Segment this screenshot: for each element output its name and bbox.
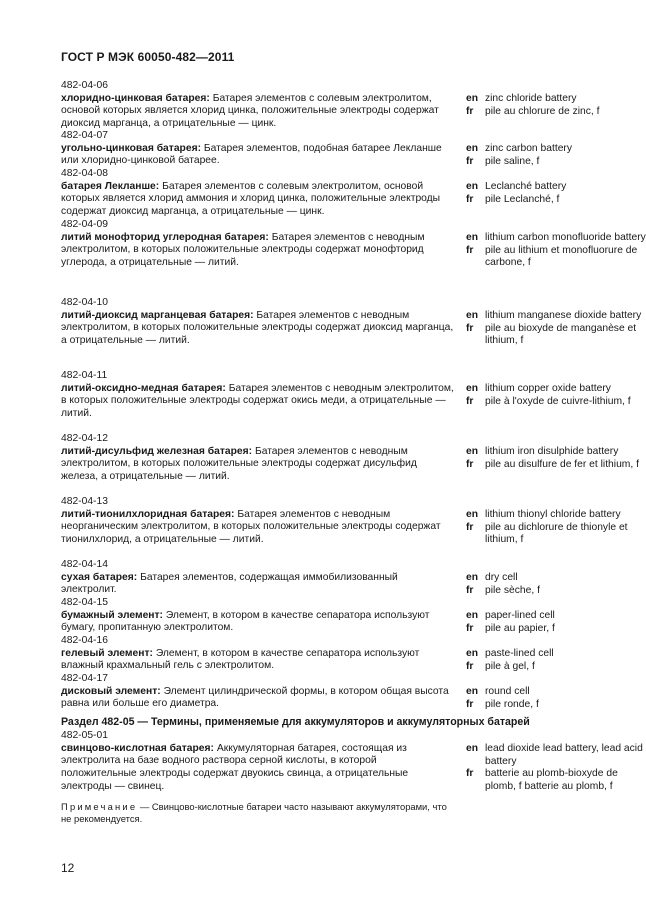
entry-term: дисковый элемент: bbox=[61, 685, 161, 697]
entry-translations bbox=[466, 383, 646, 408]
entry-definition: Элемент цилиндрической формы, в котором общая высота равна или больше его диаметра. bbox=[61, 685, 449, 710]
entry-term: литий монофторид углеродная батарея: bbox=[61, 231, 269, 243]
entry-definition-block bbox=[61, 168, 455, 219]
translation-fr bbox=[466, 661, 646, 674]
translation-fr-text: pile saline, f bbox=[485, 155, 540, 167]
translation-en-text: lithium manganese dioxide battery bbox=[485, 310, 642, 321]
entry-translations bbox=[466, 310, 646, 348]
translation-fr-text: pile à gel, f bbox=[485, 660, 535, 672]
entry-code: 482-04-06 bbox=[61, 80, 108, 91]
lang-code-en: en bbox=[466, 648, 479, 659]
lang-code-en: en bbox=[466, 509, 479, 520]
lang-code-fr: fr bbox=[466, 660, 474, 672]
translation-en-text: Leclanché battery bbox=[485, 181, 567, 192]
entry-translations bbox=[466, 143, 646, 168]
translation-en-text: lithium thionyl chloride battery bbox=[485, 509, 621, 520]
translation-fr bbox=[466, 522, 646, 547]
entry-term: сухая батарея: bbox=[61, 571, 138, 583]
lang-code-fr: fr bbox=[466, 105, 474, 117]
translation-en bbox=[466, 232, 646, 245]
note-text: — Свинцово-кислотные батареи часто называют аккумуляторами, что не рекомендуется. bbox=[61, 800, 447, 825]
translation-en bbox=[466, 181, 646, 194]
translation-fr-text: pile au chlorure de zinc, f bbox=[485, 105, 600, 117]
translation-en-text: round cell bbox=[485, 686, 530, 697]
translation-en-text: paste-lined cell bbox=[485, 648, 554, 659]
translation-fr-text: pile au disulfure de fer et lithium, f bbox=[485, 458, 639, 470]
translation-en-text: zinc carbon battery bbox=[485, 143, 572, 154]
translation-fr-text: batterie au plomb-bioxyde de plomb, f batterie au plomb, f bbox=[485, 768, 618, 793]
translation-en-text: lead dioxide lead battery, lead acid battery bbox=[485, 743, 643, 767]
entry-definition-block bbox=[61, 673, 455, 711]
entry-term: литий-диоксид марганцевая батарея: bbox=[61, 309, 254, 321]
entry-translations bbox=[466, 686, 646, 711]
entry-definition-block bbox=[61, 559, 455, 597]
entry-definition-block bbox=[61, 597, 455, 635]
entry-definition: Аккумуляторная батарея, состоящая из электролита на базе водного раствора серной кислоты, в которой положительные электроды содержат двуокись свинца, а отрицательные электроды — свинец. bbox=[61, 742, 409, 792]
document-header: ГОСТ Р МЭК 60050-482—2011 bbox=[61, 50, 235, 64]
translation-en bbox=[466, 610, 646, 623]
lang-code-en: en bbox=[466, 610, 479, 621]
translation-en bbox=[466, 509, 646, 522]
entry-definition-block bbox=[61, 370, 455, 421]
entry-definition: Батарея элементов с неводным электролитом, в которых положительные электроды содержат дисульфид железа, а отрицательные — литий. bbox=[61, 445, 417, 483]
entry-definition-block bbox=[61, 219, 455, 270]
entry-definition: Элемент, в котором в качестве сепаратора используют влажный крахмальный гель с электролитом. bbox=[61, 647, 420, 672]
translation-en bbox=[466, 686, 646, 699]
translation-fr bbox=[466, 156, 646, 169]
lang-code-fr: fr bbox=[466, 458, 474, 470]
entry-term: бумажный элемент: bbox=[61, 609, 163, 621]
entry-definition-block bbox=[61, 130, 455, 168]
entry-code: 482-04-11 bbox=[61, 370, 108, 381]
entry-definition: Батарея элементов, подобная батарее Лекланше или хлоридно-цинковой батарее. bbox=[61, 142, 442, 167]
translation-en bbox=[466, 648, 646, 661]
translation-fr-text: pile au bioxyde de manganèse et lithium, f bbox=[485, 322, 637, 347]
entry-definition-block bbox=[61, 80, 455, 131]
entry-definition-block bbox=[61, 496, 455, 547]
entry-code: 482-04-12 bbox=[61, 433, 108, 444]
translation-fr bbox=[466, 585, 646, 598]
entry-term: хлоридно-цинковая батарея: bbox=[61, 92, 210, 104]
entry-definition: Батарея элементов, содержащая иммобилизованный электролит. bbox=[61, 571, 398, 596]
entry-translations bbox=[466, 93, 646, 118]
lang-code-fr: fr bbox=[466, 193, 474, 205]
translation-fr-text: pile au papier, f bbox=[485, 622, 555, 634]
translation-en-text: lithium carbon monofluoride battery bbox=[485, 232, 646, 243]
lang-code-en: en bbox=[466, 232, 479, 243]
lang-code-fr: fr bbox=[466, 768, 474, 780]
lang-code-fr: fr bbox=[466, 622, 474, 634]
entry-code: 482-05-01 bbox=[61, 730, 108, 741]
entry-definition-block bbox=[61, 297, 455, 348]
translation-en bbox=[466, 310, 646, 323]
note-label: Примечание bbox=[61, 800, 138, 812]
entry-code: 482-04-13 bbox=[61, 496, 108, 507]
translation-fr bbox=[466, 396, 646, 409]
lang-code-en: en bbox=[466, 572, 479, 583]
lang-code-en: en bbox=[466, 93, 479, 104]
translation-en bbox=[466, 383, 646, 396]
entry-code: 482-04-15 bbox=[61, 597, 108, 608]
translation-en-text: paper-lined cell bbox=[485, 610, 555, 621]
entry-code: 482-04-16 bbox=[61, 635, 108, 646]
entry-definition-block bbox=[61, 730, 455, 826]
translation-en-text: lithium iron disulphide battery bbox=[485, 446, 619, 457]
entry-translations bbox=[466, 648, 646, 673]
entry-definition-block bbox=[61, 433, 455, 484]
entry-translations bbox=[466, 181, 646, 206]
lang-code-fr: fr bbox=[466, 521, 474, 533]
lang-code-en: en bbox=[466, 686, 479, 697]
entry-code: 482-04-17 bbox=[61, 673, 108, 684]
translation-en-text: lithium copper oxide battery bbox=[485, 383, 611, 394]
entry-code: 482-04-14 bbox=[61, 559, 108, 570]
page-number: 12 bbox=[61, 861, 75, 875]
entry-term: гелевый элемент: bbox=[61, 647, 153, 659]
entry-code: 482-04-09 bbox=[61, 219, 108, 230]
lang-code-en: en bbox=[466, 383, 479, 394]
entry-term: батарея Лекланше: bbox=[61, 180, 160, 192]
entry-definition: Батарея элементов с солевым электролитом, основой которых является хлорид цинка, положительные электроды содержат диоксид марганца, а отрицательные — цинк. bbox=[61, 92, 439, 130]
entry-term: угольно-цинковая батарея: bbox=[61, 142, 202, 154]
entry-translations bbox=[466, 446, 646, 471]
entry-term: литий-дисульфид железная батарея: bbox=[61, 445, 253, 457]
lang-code-en: en bbox=[466, 446, 479, 457]
translation-fr bbox=[466, 699, 646, 712]
lang-code-en: en bbox=[466, 181, 479, 192]
entry-code: 482-04-07 bbox=[61, 130, 108, 141]
entry-definition-block bbox=[61, 635, 455, 673]
lang-code-en: en bbox=[466, 310, 479, 321]
entry-term: литий-оксидно-медная батарея: bbox=[61, 382, 226, 394]
translation-fr bbox=[466, 459, 646, 472]
lang-code-fr: fr bbox=[466, 698, 474, 710]
lang-code-fr: fr bbox=[466, 322, 474, 334]
entry-translations bbox=[466, 610, 646, 635]
lang-code-fr: fr bbox=[466, 155, 474, 167]
translation-fr bbox=[466, 323, 646, 348]
entry-definition: Элемент, в котором в качестве сепаратора используют бумагу, пропитанную электролитом. bbox=[61, 609, 430, 634]
translation-en bbox=[466, 143, 646, 156]
translation-fr-text: pile à l'oxyde de cuivre-lithium, f bbox=[485, 395, 631, 407]
translation-en bbox=[466, 743, 646, 768]
translation-en bbox=[466, 572, 646, 585]
translation-en-text: dry cell bbox=[485, 572, 518, 583]
lang-code-fr: fr bbox=[466, 584, 474, 596]
translation-en bbox=[466, 93, 646, 106]
translation-fr-text: pile au lithium et monofluorure de carbone, f bbox=[485, 244, 638, 269]
translation-fr-text: pile Leclanché, f bbox=[485, 193, 560, 205]
translation-fr bbox=[466, 768, 646, 793]
entry-term: свинцово-кислотная батарея: bbox=[61, 742, 214, 754]
entry-definition: Батарея элементов с неводным неорганическим электролитом, в которых положительные электроды содержат тионилхлорид, а отрицательные — литий. bbox=[61, 508, 441, 546]
entry-translations bbox=[466, 232, 646, 270]
translation-fr bbox=[466, 245, 646, 270]
translation-fr-text: pile sèche, f bbox=[485, 584, 540, 596]
translation-fr-text: pile au dichlorure de thionyle et lithium, f bbox=[485, 521, 628, 546]
entry-translations bbox=[466, 509, 646, 547]
entry-term: литий-тионилхлоридная батарея: bbox=[61, 508, 235, 520]
entry-note bbox=[61, 801, 455, 826]
entry-definition: Батарея элементов с неводным электролитом, в которых положительные электроды содержат окись меди, а отрицательные — литий. bbox=[61, 382, 454, 420]
translation-en-text: zinc chloride battery bbox=[485, 93, 577, 104]
translation-fr bbox=[466, 194, 646, 207]
entry-definition: Батарея элементов с неводным электролитом, в которых положительные электроды содержат монофторид углерода, а отрицательные — литий. bbox=[61, 231, 425, 269]
lang-code-en: en bbox=[466, 143, 479, 154]
entry-code: 482-04-10 bbox=[61, 297, 108, 308]
translation-fr-text: pile ronde, f bbox=[485, 698, 539, 710]
lang-code-en: en bbox=[466, 743, 479, 754]
entry-translations bbox=[466, 572, 646, 597]
entry-code: 482-04-08 bbox=[61, 168, 108, 179]
entry-definition: Батарея элементов с неводным электролитом, в которых положительные электроды содержат диоксид марганца, а отрицательные — литий. bbox=[61, 309, 454, 347]
entry-definition: Батарея элементов с солевым электролитом, основой которых является хлорид аммония и хлорид цинка, положительные электроды содержат диоксид марганца, а отрицательные — цинк. bbox=[61, 180, 441, 218]
translation-en bbox=[466, 446, 646, 459]
entry-translations bbox=[466, 743, 646, 794]
lang-code-fr: fr bbox=[466, 395, 474, 407]
lang-code-fr: fr bbox=[466, 244, 474, 256]
translation-fr bbox=[466, 106, 646, 119]
translation-fr bbox=[466, 623, 646, 636]
section-title: Раздел 482-05 — Термины, применяемые для аккумуляторов и аккумуляторных батарей bbox=[61, 716, 530, 728]
